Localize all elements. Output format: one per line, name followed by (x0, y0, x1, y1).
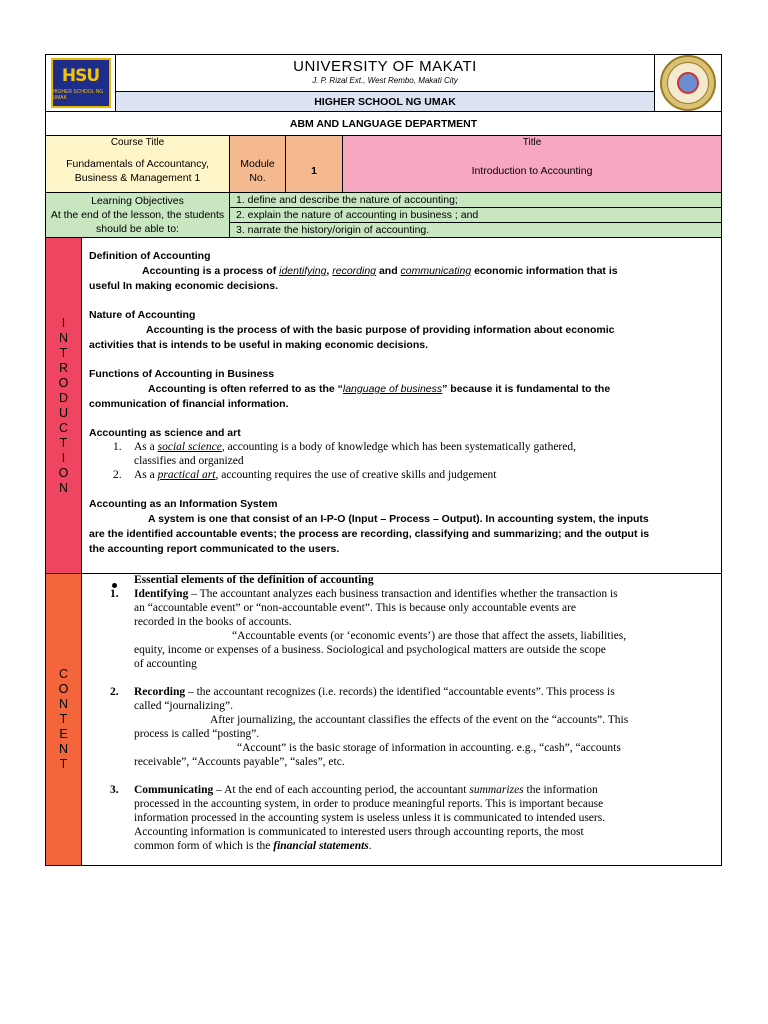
university-address: J. P. Rizal Ext., West Rembo, Makati City (312, 76, 458, 85)
identifying-line-4: “Accountable events (or ‘economic events’) are those that affect the assets, liabilities, (232, 630, 627, 642)
course-title: Fundamentals of Accountancy, Business & Management 1 (46, 149, 230, 192)
introduction-section (46, 238, 721, 574)
communicating-line-3: information processed in the accounting system is useless unless it is communicated to intended users. (134, 812, 606, 824)
functions-heading: Functions of Accounting in Business (89, 368, 275, 380)
side-letter: T (59, 712, 68, 726)
science-art-heading: Accounting as science and art (89, 427, 241, 439)
side-letter: N (58, 742, 69, 756)
communicating-line-4: Accounting information is communicated to interested users through accounting reports, the most (134, 826, 584, 838)
side-letter: D (58, 390, 69, 405)
hsu-logo-text: HSU (61, 65, 100, 86)
side-letter: T (59, 435, 68, 450)
module-label: Module No. (230, 149, 286, 192)
module-cell-top (230, 136, 286, 149)
science-item-1-cont: classifies and organized (134, 455, 244, 467)
department-title: ABM AND LANGUAGE DEPARTMENT (46, 112, 721, 136)
hsu-logo (46, 55, 116, 111)
recording-line-1: Recording – the accountant recognizes (i.e. records) the identified “accountable events”. This process is (134, 686, 615, 698)
communicating-line-2: processed in the accounting system, in order to produce meaningful reports. This is important because (134, 798, 604, 810)
science-item-2: As a practical art, accounting requires the use of creative skills and judgement (134, 469, 497, 481)
introduction-side-label (46, 238, 82, 573)
side-letter: O (58, 375, 69, 390)
objectives-list (230, 193, 721, 237)
objectives-intro: At the end of the lesson, the students should be able to: (50, 209, 225, 235)
identifying-line-1: Identifying – The accountant analyzes each business transaction and identifies whether the transaction is (134, 588, 618, 600)
recording-line-5: “Account” is the basic storage of information in accounting. e.g., “cash”, “accounts (237, 742, 621, 754)
item-number: 3. (110, 784, 119, 796)
info-system-line-2: are the identified accountable events; the process are recording, classifying and summarizing; and the output is (89, 528, 650, 540)
module-number: 1 (286, 149, 343, 192)
identifying-line-5: equity, income or expenses of a business. Sociological and psychological matters are outside the scope (134, 644, 606, 656)
title-label: Title (343, 136, 721, 149)
item-number: 2. (110, 686, 119, 698)
module-number-top (286, 136, 343, 149)
side-letter: T (59, 345, 68, 360)
university-name: UNIVERSITY OF MAKATI (293, 58, 477, 75)
nature-line-1: Accounting is the process of with the basic purpose of providing information about economic (146, 324, 615, 336)
lesson-title: Introduction to Accounting (343, 149, 721, 192)
communicating-line-1: Communicating – At the end of each accounting period, the accountant summarizes the information (134, 784, 598, 796)
info-system-line-1: A system is one that consist of an I-P-O (Input – Process – Output). In accounting system, the inputs (148, 513, 649, 525)
side-letter: N (58, 330, 69, 345)
learning-objectives (46, 193, 721, 238)
header-row (46, 55, 721, 112)
recording-line-2: called “journalizing”. (134, 700, 233, 712)
definition-line-1: Accounting is a process of identifying, recording and communicating economic information that is (142, 265, 618, 277)
content-body (82, 574, 721, 865)
definition-heading: Definition of Accounting (89, 250, 211, 262)
definition-line-2: useful In making economic decisions. (89, 280, 279, 292)
communicating-line-5: common form of which is the financial statements. (134, 840, 372, 852)
objectives-label: Learning Objectives (91, 195, 184, 207)
science-item-number: 2. (113, 469, 122, 481)
side-letter: I (61, 315, 66, 330)
school-name: HIGHER SCHOOL NG UMAK (116, 91, 654, 111)
science-item-1: As a social science, accounting is a body of knowledge which has been systematically gathered, (134, 441, 576, 453)
recording-line-3: After journalizing, the accountant classifies the effects of the event on the “accounts”. This (210, 714, 629, 726)
content-section (46, 574, 721, 865)
objective-item: 3. narrate the history/origin of accounting. (230, 223, 721, 237)
header-center (116, 55, 655, 111)
side-letter: R (58, 360, 69, 375)
content-side-label (46, 574, 82, 865)
identifying-line-2: an “accountable event” or “non-accountable event”. This is because only accountable events are (134, 602, 577, 614)
objectives-label-cell (46, 193, 230, 237)
side-letter: N (58, 480, 69, 495)
info-system-line-3: the accounting report communicated to the users. (89, 543, 340, 555)
course-label-row (46, 136, 721, 150)
objective-item: 2. explain the nature of accounting in business ; and (230, 208, 721, 223)
nature-line-2: activities that is intends to be useful in making economic decisions. (89, 339, 428, 351)
module-sheet (45, 54, 722, 866)
course-title-label: Course Title (46, 136, 230, 149)
identifying-line-3: recorded in the books of accounts. (134, 616, 292, 628)
recording-line-4: process is called “posting”. (134, 728, 260, 740)
item-number: 1. (110, 588, 119, 600)
side-letter: N (58, 697, 69, 711)
hsu-logo-subtext: HIGHER SCHOOL NG UMAK (52, 88, 104, 101)
objective-item: 1. define and describe the nature of accounting; (230, 193, 721, 208)
side-letter: I (61, 450, 66, 465)
identifying-line-6: of accounting (134, 658, 197, 670)
functions-line-1: Accounting is often referred to as the “language of business” because it is fundamental to the (148, 383, 611, 395)
side-letter: C (58, 420, 69, 435)
nature-heading: Nature of Accounting (89, 309, 196, 321)
introduction-body (82, 238, 721, 573)
side-letter: E (59, 727, 68, 741)
info-system-heading: Accounting as an Information System (89, 498, 278, 510)
science-item-number: 1. (113, 441, 122, 453)
side-letter: O (58, 465, 69, 480)
recording-line-6: receivable”, “Accounts payable”, “sales”, etc. (134, 756, 345, 768)
side-letter: C (58, 667, 69, 681)
functions-line-2: communication of financial information. (89, 398, 289, 410)
essential-elements-heading: Essential elements of the definition of accounting (134, 574, 374, 586)
course-value-row (46, 149, 721, 193)
side-letter: O (58, 682, 69, 696)
side-letter: T (59, 757, 68, 771)
university-seal-icon (655, 55, 721, 111)
side-letter: U (58, 405, 69, 420)
